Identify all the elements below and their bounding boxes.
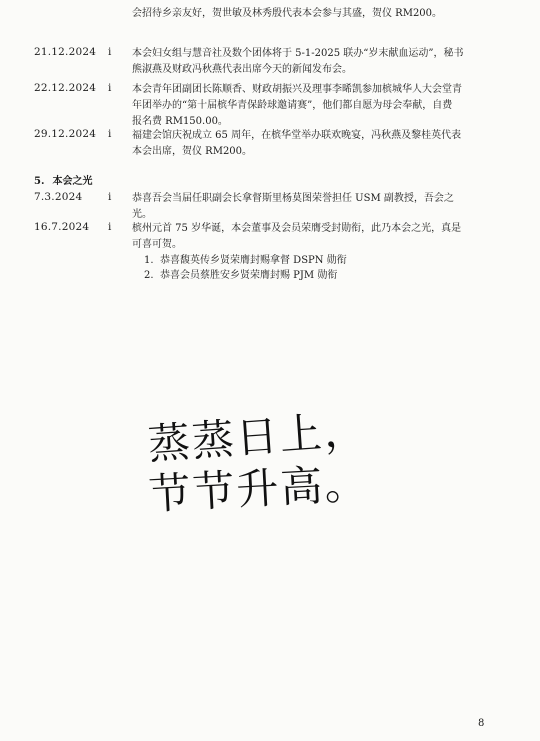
entry-line: 报名费 RM150.00。 [132,116,228,127]
entry-separator: i [108,46,112,58]
entry-body [132,82,482,130]
entry-body [132,221,482,283]
entry-separator: i [108,191,112,203]
entry-line: 可喜可贺。 [132,239,182,250]
entry-date: 21.12.2024 [34,46,97,58]
page-number: 8 [478,718,485,729]
entry-line: 会招待乡亲友好，贺世敏及林秀殷代表本会参与其盛，贺仪 RM200。 [132,8,443,19]
honours-list [144,253,482,283]
list-item [144,268,482,283]
entry-date: 29.12.2024 [34,128,97,140]
entry-body [132,128,482,160]
entry-separator: i [108,221,112,233]
list-item-number: 1. [144,255,154,266]
entry-body [132,46,482,78]
entry-line: 本会妇女组与慧音社及数个团体将于 5-1-2025 联办“岁末献血运动”，秘书 [132,48,464,59]
section-title: 本会之光 [52,176,93,187]
calligraphy-blessing [146,404,410,522]
entry-line: 熊淑燕及财政冯秋燕代表出席今天的新闻发布会。 [132,64,352,75]
entry-line: 槟州元首 75 岁华诞，本会董事及会员荣膺受封勋衔，此乃本会之光，真是 [132,223,462,234]
section-number: 5. [34,176,45,187]
entry-line: 本会出席，贺仪 RM200。 [132,146,253,157]
entry-separator: i [108,82,112,94]
list-item-number: 2. [144,270,154,281]
entry-line: 本会青年团副团长陈顺香、财政胡振兴及理事李晞凯参加槟城华人大会堂青 [132,84,462,95]
entry-date: 22.12.2024 [34,82,97,94]
entry-date: 16.7.2024 [34,221,90,233]
entry-line: 年团举办的“第十届槟华青保龄球邀请赛”，他们都自愿为母会奉献，自费 [132,100,453,111]
entry-line: 恭喜吾会当届任职副会长拿督斯里杨莫图荣誉担任 USM 副教授，吾会之 [132,193,454,204]
entry-line: 福建会馆庆祝成立 65 周年，在槟华堂举办联欢晚宴，冯秋燕及黎桂英代表 [132,130,462,141]
entry-separator: i [108,128,112,140]
entry-line: 光。 [132,209,152,220]
calligraphy-line-1: 蒸蒸日上， [146,404,370,470]
entry-body [132,191,482,223]
list-item-text: 恭喜馥英传乡贤荣膺封赐拿督 DSPN 勋衔 [160,255,347,266]
entry-date: 7.3.2024 [34,191,83,203]
calligraphy-line-2: 节节升高。 [147,458,370,520]
list-item [144,253,482,268]
section-heading [34,172,100,187]
list-item-text: 恭喜会员蔡胜安乡贤荣膺封赐 PJM 勋衔 [160,270,338,281]
entry-body [132,6,482,22]
